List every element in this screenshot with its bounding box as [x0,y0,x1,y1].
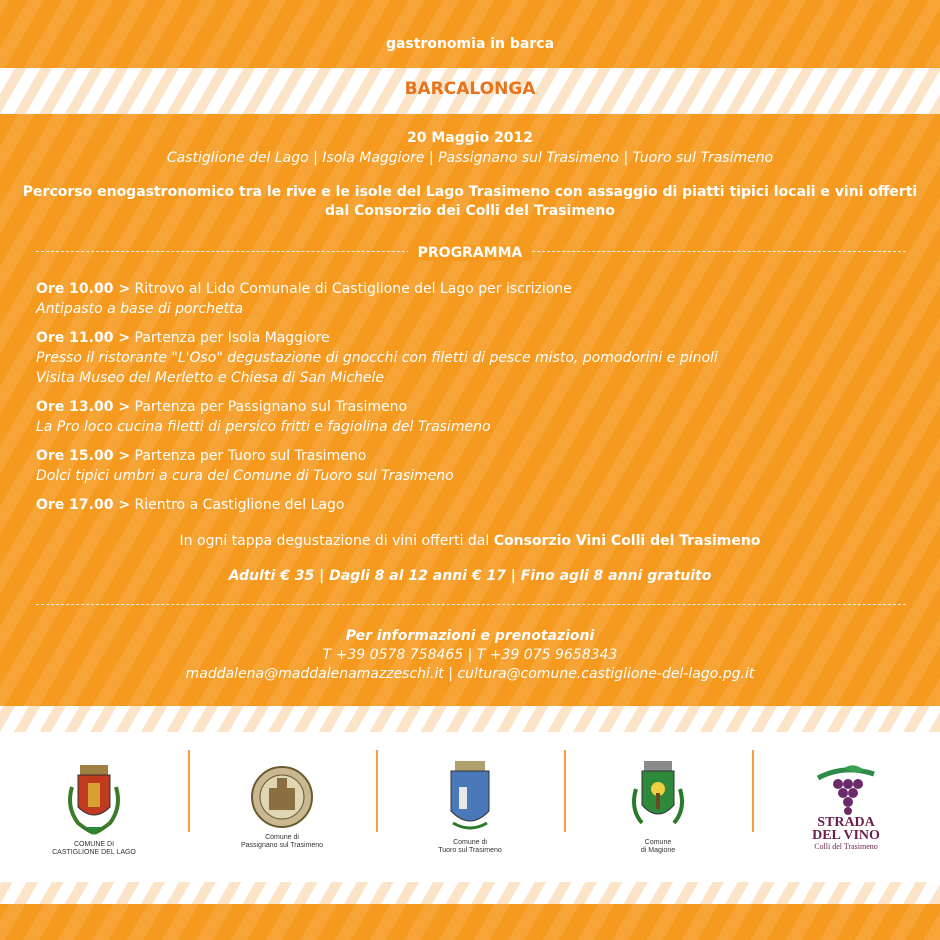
schedule-item [36,279,906,319]
logo-caption [438,839,502,855]
logo-caption-line: Comune [644,839,672,846]
schedule-action: Partenza per Isola Maggiore [134,330,330,346]
logos-top-band [0,706,940,732]
logo-castiglione [0,732,188,882]
logo-caption-line: Colli del Trasimeno [814,841,878,851]
description-line-1: Percorso enogastronomico tra le rive e le isole del Lago Trasimeno con assaggio di piatti tipici locali e vini offerti [22,184,918,200]
logo-tuoro [376,732,564,882]
event-date: 20 Maggio 2012 [406,130,534,146]
logo-caption-line: STRADA [817,814,875,830]
schedule-list [36,279,906,524]
description-line-2: dal Consorzio dei Colli del Trasimeno [324,203,615,219]
grapes-logo-icon [814,764,878,816]
logo-magione [564,732,752,882]
logo-caption [641,839,675,855]
event-description [0,183,940,221]
schedule-time: Ore 13.00 > [36,399,131,415]
coat-of-arms-passignano-icon [249,764,315,830]
schedule-detail: Dolci tipici umbri a cura del Comune di Tuoro sul Trasimeno [36,468,454,484]
logo-strada-del-vino [752,732,940,882]
price-list: Adulti € 35 | Dagli 8 al 12 anni € 17 | Fino agli 8 anni gratuito [228,568,712,584]
programma-heading [0,242,940,261]
event-subtitle: gastronomia in barca [385,36,555,52]
contacts-phones: T +39 0578 758465 | T +39 075 9658343 [322,647,618,663]
wine-note-consortium: Consorzio Vini Colli del Trasimeno [493,533,761,549]
schedule-time: Ore 15.00 > [36,448,131,464]
schedule-detail: Presso il ristorante "L'Oso" degustazione di gnocchi con filetti di pesce misto, pomodorini e pinoli [36,350,718,366]
coat-of-arms-tuoro-icon [445,759,495,835]
contacts-heading: Per informazioni e prenotazioni [345,628,595,644]
event-places: Castiglione del Lago | Isola Maggiore | Passignano sul Trasimeno | Tuoro sul Trasimeno [166,150,774,166]
contacts [0,627,940,684]
contacts-emails[interactable]: maddalena@maddalenamazzeschi.it | cultura@comune.castiglione-del-lago.pg.it [185,666,755,682]
footer-light-band [0,882,940,904]
wine-note [0,532,940,551]
logo-caption-line: Comune di [453,839,487,846]
schedule-item [36,397,906,437]
schedule-time: Ore 10.00 > [36,281,131,297]
contacts-divider [36,604,906,605]
schedule-action: Partenza per Tuoro sul Trasimeno [134,448,367,464]
footer-band [0,904,940,940]
strada-del-vino-wordmark [812,816,880,842]
logo-caption-line: COMUNE DI [73,841,115,848]
logo-caption-line: Tuoro sul Trasimeno [438,847,502,854]
wine-note-prefix: In ogni tappa degustazione di vini offerti dal [179,533,494,549]
header-band [0,0,940,68]
schedule-action: Ritrovo al Lido Comunale di Castiglione del Lago per iscrizione [134,281,572,297]
logo-caption [241,834,323,850]
event-title: BARCALONGA [404,79,536,99]
programma-label: PROGRAMMA [408,245,533,261]
logo-caption-line: Passignano sul Trasimeno [240,842,324,849]
logo-caption-line: DEL VINO [812,827,880,843]
schedule-action: Partenza per Passignano sul Trasimeno [134,399,408,415]
schedule-item [36,446,906,486]
schedule-detail: Visita Museo del Merletto e Chiesa di San Michele [36,370,385,386]
schedule-item [36,495,906,515]
logo-caption-line: di Magione [640,847,676,854]
logo-caption-line: CASTIGLIONE DEL LAGO [52,849,136,856]
schedule-detail: Antipasto a base di porchetta [36,301,244,317]
schedule-time: Ore 11.00 > [36,330,131,346]
schedule-item [36,328,906,388]
coat-of-arms-magione-icon [628,759,688,835]
schedule-action: Rientro a Castiglione del Lago [134,497,345,513]
logo-caption [52,841,136,857]
coat-of-arms-castiglione-icon [62,757,126,837]
logo-caption-line: Comune di [265,834,299,841]
sponsor-logos [0,732,940,882]
schedule-time: Ore 17.00 > [36,497,131,513]
schedule-detail: La Pro loco cucina filetti di persico fritti e fagiolina del Trasimeno [36,419,491,435]
logo-passignano [188,732,376,882]
